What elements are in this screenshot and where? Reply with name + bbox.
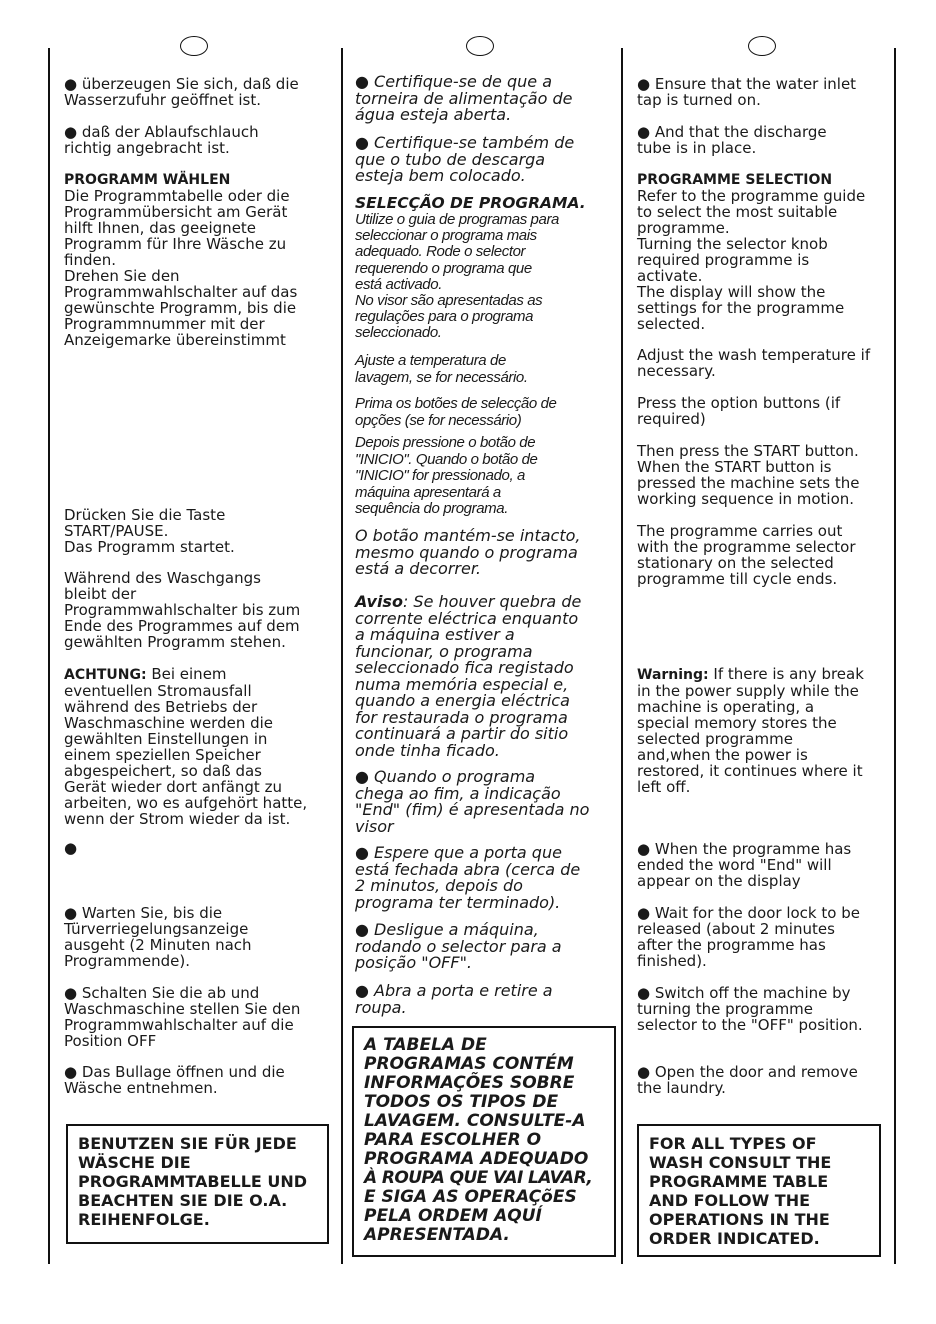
text-line: Turning the selector knob [637, 235, 828, 253]
text-line: Drehen Sie den [64, 267, 180, 285]
en-para-end [637, 841, 851, 889]
en-para-door [637, 905, 860, 969]
pt-para-off [355, 922, 562, 972]
text-line: rodando o selector para a [355, 936, 562, 956]
box-line: PROGRAMMTABELLE UND [78, 1172, 308, 1191]
text-line: ● Certifique-se de que a [355, 72, 552, 91]
text-line: seleccionar o programa mais [355, 227, 537, 245]
text-line: pressed the machine sets the [637, 474, 860, 492]
en-heading: PROGRAMME SELECTION [637, 172, 833, 188]
text-line: Position OFF [64, 1032, 157, 1050]
text-line: 2 minutos, depois do [355, 876, 523, 895]
text-line: selected. [637, 315, 706, 333]
text-line: for restaurada o programa [355, 707, 568, 727]
text-line: ● Ensure that the water inlet [637, 75, 857, 93]
text-line: Programmübersicht am Gerät [64, 203, 288, 221]
text-line: working sequence in motion. [637, 490, 855, 508]
text-line: tube is in place. [637, 139, 757, 157]
pt-para-tap [355, 74, 572, 124]
language-flag-oval-de [180, 36, 208, 56]
text-line: torneira de alimentação de [355, 88, 573, 108]
text-line: posição "OFF". [355, 953, 473, 972]
box-line: E SIGA AS OPERAÇõES [364, 1187, 577, 1207]
text-line: ● Certifique-se também de [355, 133, 575, 152]
de-para-drain [64, 124, 259, 156]
text-line: seleccionado. [355, 324, 442, 342]
text-line: ● And that the discharge [637, 123, 827, 141]
text-line: sequência do programa. [355, 500, 508, 517]
text-line: quando a energia eléctrica [355, 691, 570, 710]
text-line: adequado. Rode o selector [355, 243, 526, 261]
text-line: Prima os botões de selecção de [355, 395, 557, 412]
text-line: richtig angebracht ist. [64, 139, 230, 157]
text-line: and,when the power is [637, 746, 808, 764]
de-para-off [64, 985, 300, 1049]
box-line: INFORMAÇÕES SOBRE [364, 1073, 575, 1093]
text-line: Depois pressione o botão de [355, 434, 536, 451]
text-line: Waschmaschine werden die [64, 714, 274, 732]
text-line: required programme is [637, 251, 810, 269]
text-line: turning the programme [637, 1000, 814, 1018]
text-line: numa memória especial e, [355, 674, 569, 694]
text-line: activate. [637, 267, 703, 285]
text-line: regulações para o programa [355, 308, 534, 326]
pt-para-programme [355, 212, 559, 342]
text-line: Programmnummer mit der [64, 315, 265, 333]
text-line: released (about 2 minutes [637, 920, 835, 938]
text-line: abgespeichert, so daß das [64, 762, 262, 780]
text-line: que o tubo de descarga [355, 149, 546, 169]
text-line: a máquina estiver a [355, 625, 515, 644]
text-line: esteja bem colocado. [355, 166, 526, 185]
text-line: gewählten Programm stehen. [64, 633, 286, 651]
text-line: Wäsche entnehmen. [64, 1079, 218, 1097]
text-line: bleibt der [64, 585, 137, 603]
text-line: programme till cycle ends. [637, 570, 838, 588]
text-line: selected programme [637, 730, 793, 748]
text-line: onde tinha ficado. [355, 740, 500, 760]
text-line: finden. [64, 251, 116, 269]
pt-para-temperature [355, 353, 528, 386]
box-line: PARA ESCOLHER O [364, 1130, 542, 1150]
text-line: The programme carries out [637, 522, 843, 540]
en-para-start [637, 443, 859, 507]
text-line: Bei einem [146, 665, 227, 683]
pt-warning-label: Aviso [355, 592, 403, 611]
text-line: während des Betriebs der [64, 698, 258, 716]
language-flag-oval-pt [466, 36, 494, 56]
box-line: AND FOLLOW THE [649, 1191, 811, 1210]
de-notice-box [66, 1124, 329, 1244]
en-para-programme [637, 188, 865, 332]
text-line: ● Espere que a porta que [355, 843, 562, 862]
text-line: ● Desligue a máquina, [355, 920, 539, 939]
text-line: Programm für Ihre Wäsche zu [64, 235, 287, 253]
column-rule-left [48, 48, 50, 1264]
box-line: PROGRAMME TABLE [649, 1172, 829, 1191]
text-line: machine is operating, a [637, 698, 815, 716]
box-line: TODOS OS TIPOS DE [364, 1092, 559, 1112]
box-line: FOR ALL TYPES OF [649, 1134, 817, 1153]
text-line: ended the word "End" will [637, 856, 832, 874]
text-line: seleccionado fica registado [355, 658, 574, 677]
pt-para-options [355, 396, 556, 429]
text-line: The display will show the [637, 283, 826, 301]
text-line: Programmwahlschalter auf das [64, 283, 298, 301]
text-line: to select the most suitable [637, 203, 838, 221]
text-line: "INICIO". Quando o botão de [355, 450, 538, 468]
pt-para-knob [355, 528, 580, 578]
box-line: APRESENTADA. [364, 1225, 510, 1245]
text-line: settings for the programme [637, 299, 845, 317]
text-line: está a decorrer. [355, 559, 482, 578]
text-line: When the START button is [637, 458, 832, 476]
text-line: ● Schalten Sie die ab und [64, 984, 260, 1002]
text-line: Programmwahlschalter bis zum [64, 601, 301, 619]
text-line: finished). [637, 952, 707, 970]
text-line: arbeiten, wo es aufgehört hatte, [64, 794, 308, 812]
box-line: PROGRAMA ADEQUADO [364, 1149, 589, 1169]
en-para-tap [637, 76, 856, 108]
box-line: WÄSCHE DIE [78, 1153, 191, 1172]
text-line: máquina apresentará a [355, 483, 501, 501]
text-line: tap is turned on. [637, 91, 761, 109]
box-line: WASH CONSULT THE [649, 1153, 832, 1172]
en-para-drain [637, 124, 827, 156]
text-line: Ende des Programmes auf dem [64, 617, 300, 635]
de-para-warning [64, 666, 307, 827]
text-line: visor [355, 816, 394, 836]
box-line: À ROUPA QUE VAI LAVAR, [364, 1168, 593, 1188]
text-line: Utilize o guia de programas para [355, 211, 559, 228]
text-line: gewünschte Programm, bis die [64, 299, 297, 317]
text-line: ● When the programme has [637, 840, 852, 858]
text-line: Then press the START button. [637, 442, 859, 460]
text-line: Refer to the programme guide [637, 187, 866, 205]
text-line: ● überzeugen Sie sich, daß die [64, 75, 299, 93]
text-line: ● Das Bullage öffnen und die [64, 1063, 285, 1081]
text-line: ● Warten Sie, bis die [64, 904, 223, 922]
text-line: with the programme selector [637, 538, 856, 556]
text-line: Während des Waschgangs [64, 569, 261, 587]
text-line: "End" (fim) é apresentada no [355, 800, 590, 819]
en-para-warning [637, 666, 864, 795]
text-line: ● Switch off the machine by [637, 984, 851, 1002]
text-line: requerendo o programa que [355, 259, 532, 277]
text-line: eventuellen Stromausfall [64, 682, 252, 700]
text-line: START/PAUSE. [64, 522, 169, 540]
text-line: ● Quando o programa [355, 767, 536, 786]
en-warning-label: Warning: [637, 667, 709, 683]
text-line: programa ter terminado). [355, 892, 561, 912]
box-line: OPERATIONS IN THE [649, 1210, 830, 1229]
text-line: Wasserzufuhr geöffnet ist. [64, 91, 261, 109]
column-rule-mid-left [341, 48, 343, 1264]
de-bullet-only: ● [64, 839, 78, 857]
text-line: Anzeigemarke übereinstimmt [64, 331, 286, 349]
de-heading: PROGRAMM WÄHLEN [64, 172, 231, 188]
text-line: necessary. [637, 362, 716, 380]
text-line: restored, it continues where it [637, 762, 863, 780]
pt-para-drain [355, 135, 574, 185]
en-notice-box [637, 1124, 881, 1257]
text-line: Ajuste a temperatura de [355, 352, 506, 369]
box-line: ORDER INDICATED. [649, 1229, 820, 1248]
text-line: appear on the display [637, 872, 801, 890]
de-para-start [64, 507, 235, 555]
text-line: Programmende). [64, 952, 191, 970]
text-line: está activado. [355, 275, 442, 293]
text-line: gewählten Einstellungen in [64, 730, 268, 748]
pt-para-warning [355, 594, 581, 759]
text-line: água esteja aberta. [355, 105, 512, 124]
en-para-options [637, 395, 840, 427]
text-line: ● Abra a porta e retire a [355, 981, 553, 1000]
text-line: programme. [637, 219, 730, 237]
text-line: Gerät wieder dort anfängt zu [64, 778, 282, 796]
pt-notice-box [352, 1026, 616, 1257]
box-line: A TABELA DE [364, 1035, 487, 1055]
pt-para-laundry [355, 983, 553, 1016]
de-para-selector [64, 570, 300, 650]
en-para-selector [637, 523, 856, 587]
text-line: the laundry. [637, 1079, 726, 1097]
text-line: wenn der Strom wieder da ist. [64, 810, 291, 828]
text-line: chega ao fim, a indicação [355, 783, 561, 803]
box-line: PELA ORDEM AQUÍ [364, 1206, 542, 1226]
text-line: No visor são apresentadas as [355, 292, 543, 310]
text-line: Programmwahlschalter auf die [64, 1016, 294, 1034]
text-line: special memory stores the [637, 714, 837, 732]
text-line: stationary on the selected [637, 554, 834, 572]
text-line: If there is any break [708, 665, 864, 683]
box-line: REIHENFOLGE. [78, 1210, 210, 1229]
de-warning-label: ACHTUNG: [64, 667, 147, 683]
text-line: Das Programm startet. [64, 538, 235, 556]
de-para-laundry [64, 1064, 285, 1096]
box-line: BEACHTEN SIE DIE O.A. [78, 1191, 288, 1210]
language-flag-oval-en [748, 36, 776, 56]
en-para-temperature [637, 347, 870, 379]
text-line: left off. [637, 778, 691, 796]
text-line: einem speziellen Speicher [64, 746, 261, 764]
en-para-laundry [637, 1064, 858, 1096]
text-line: opções (se for necessário) [355, 411, 522, 429]
text-line: roupa. [355, 997, 407, 1017]
text-line: selector to the "OFF" position. [637, 1016, 863, 1034]
text-line: required) [637, 410, 706, 428]
text-line: ● Open the door and remove [637, 1063, 858, 1081]
text-line: continuará a partir do sitio [355, 724, 569, 743]
text-line: corrente eléctrica enquanto [355, 608, 579, 628]
text-line: ausgeht (2 Minuten nach [64, 936, 252, 954]
text-line: after the programme has [637, 936, 826, 954]
pt-para-end [355, 769, 589, 835]
de-para-programme [64, 188, 297, 348]
text-line: "INICIO" for pressionado, a [355, 467, 525, 484]
de-para-water [64, 76, 299, 108]
text-line: hilft Ihnen, das geeignete [64, 219, 257, 237]
text-line: mesmo quando o programa [355, 542, 578, 562]
text-line: Waschmaschine stellen Sie den [64, 1000, 301, 1018]
text-line: está fechada abra (cerca de [355, 859, 581, 879]
box-line: PROGRAMAS CONTÉM [364, 1054, 574, 1074]
text-line: in the power supply while the [637, 682, 859, 700]
text-line: ● daß der Ablaufschlauch [64, 123, 259, 141]
text-line: : Se houver quebra de [402, 592, 582, 611]
text-line: Drücken Sie die Taste [64, 506, 226, 524]
text-line: Press the option buttons (if [637, 394, 841, 412]
text-line: Die Programmtabelle oder die [64, 187, 290, 205]
text-line: Adjust the wash temperature if [637, 346, 871, 364]
pt-para-start [355, 435, 537, 518]
box-line: BENUTZEN SIE FÜR JEDE [78, 1134, 297, 1153]
text-line: O botão mantém-se intacto, [355, 526, 581, 545]
text-line: lavagem, se for necessário. [355, 368, 528, 386]
text-line: ● Wait for the door lock to be [637, 904, 860, 922]
de-para-door [64, 905, 252, 969]
text-line: Türverriegelungsanzeige [64, 920, 249, 938]
text-line: funcionar, o programa [355, 641, 533, 661]
pt-para-door [355, 845, 580, 911]
pt-heading: SELECÇÃO DE PROGRAMA. [355, 194, 586, 212]
en-para-off [637, 985, 863, 1033]
box-line: LAVAGEM. CONSULTE-A [364, 1111, 586, 1131]
column-rule-right [894, 48, 896, 1264]
column-rule-mid-right [621, 48, 623, 1264]
